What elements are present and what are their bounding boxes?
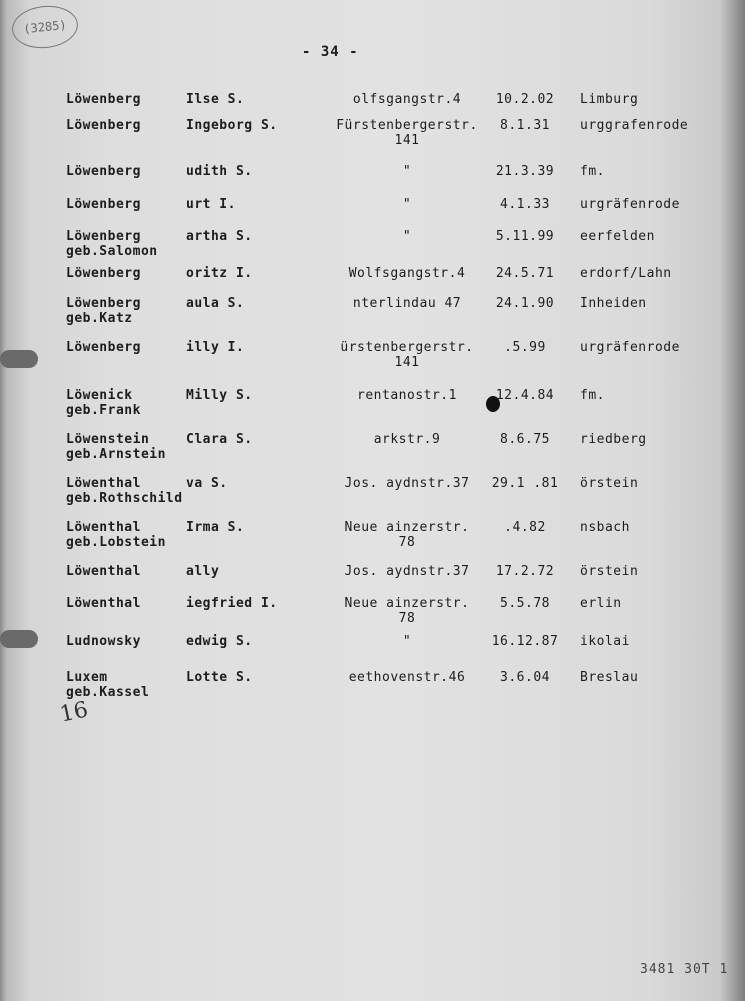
margin-note: 16 [57, 697, 91, 728]
birth-name-text: geb.Kassel [66, 685, 150, 700]
first-name-text: va S. [186, 476, 228, 491]
place-text: urgräfenrode [580, 340, 680, 355]
surname-text: Löwenthal [66, 476, 141, 491]
first-name-cell [186, 296, 244, 311]
place-text: örstein [580, 564, 639, 579]
place-text: eerfelden [580, 229, 655, 244]
birth-date-cell [490, 266, 560, 281]
address-cell [324, 229, 490, 244]
birth-date-cell [490, 118, 560, 133]
surname-cell [66, 92, 141, 107]
first-name-text: illy I. [186, 340, 245, 355]
date-text: 8.6.75 [500, 432, 550, 447]
address-cell [324, 197, 490, 212]
surname-text: Löwenberg [66, 229, 141, 244]
address-text: rentanostr.1 [357, 388, 457, 403]
surname-cell [66, 670, 149, 700]
first-name-text: urt I. [186, 197, 236, 212]
first-name-text: ally [186, 564, 220, 579]
address-text: Wolfsgangstr.4 [348, 266, 466, 281]
surname-text: Löwenthal [66, 596, 141, 611]
address-cell [324, 520, 490, 550]
address-cell [324, 296, 490, 311]
table-row [0, 596, 745, 636]
place-text: fm. [580, 164, 605, 179]
first-name-cell [186, 197, 236, 212]
date-text: .4.82 [504, 520, 546, 535]
surname-text: Löwenberg [66, 118, 141, 133]
birth-date-cell [490, 476, 560, 491]
table-row [0, 340, 745, 380]
birth-place-cell [580, 340, 680, 355]
surname-cell [66, 118, 141, 133]
place-text: urgräfenrode [580, 197, 680, 212]
birth-date-cell [490, 340, 560, 355]
date-text: 24.1.90 [495, 296, 555, 311]
date-text: 4.1.33 [500, 197, 550, 212]
surname-text: Löwenberg [66, 266, 141, 281]
address-text: nterlindau 47 [352, 296, 462, 311]
birth-place-cell [580, 92, 638, 107]
first-name-cell [186, 266, 253, 281]
address-text: Fürstenbergerstr. [336, 118, 478, 133]
first-name-cell [186, 118, 278, 133]
address-text: eethovenstr.46 [348, 670, 466, 685]
birth-place-cell [580, 564, 638, 579]
address-cell [324, 340, 490, 370]
table-row [0, 670, 745, 710]
first-name-cell [186, 670, 253, 685]
address-cell [324, 634, 490, 649]
address2-text: 141 [394, 355, 420, 370]
birth-place-cell [580, 432, 647, 447]
first-name-cell [186, 229, 253, 244]
date-text: 24.5.71 [495, 266, 555, 281]
table-row [0, 118, 745, 158]
address-cell [324, 266, 490, 281]
first-name-text: Clara S. [186, 432, 253, 447]
address2-text: 78 [398, 611, 416, 626]
birth-date-cell [490, 296, 560, 311]
place-text: Limburg [580, 92, 639, 107]
birth-name-text: geb.Katz [66, 311, 133, 326]
surname-cell [66, 520, 166, 550]
address-text: " [402, 164, 412, 179]
address-cell [324, 164, 490, 179]
date-text: 16.12.87 [491, 634, 559, 649]
address2-text: 78 [398, 535, 416, 550]
first-name-text: Milly S. [186, 388, 253, 403]
birth-place-cell [580, 266, 672, 281]
address-cell [324, 92, 490, 107]
address-text: Neue ainzerstr. [344, 596, 470, 611]
footer-stamp: 3481 30T 1 [640, 962, 729, 977]
first-name-cell [186, 564, 219, 579]
first-name-text: udith S. [186, 164, 253, 179]
birth-name-text: geb.Salomon [66, 244, 158, 259]
address-text: Jos. aydnstr.37 [344, 476, 470, 491]
date-text: .5.99 [504, 340, 546, 355]
surname-text: Löwenberg [66, 296, 141, 311]
surname-cell [66, 229, 158, 259]
surname-text: Ludnowsky [66, 634, 141, 649]
place-text: erdorf/Lahn [580, 266, 672, 281]
surname-cell [66, 476, 183, 506]
first-name-cell [186, 164, 253, 179]
first-name-cell [186, 596, 278, 611]
address-text: " [402, 634, 412, 649]
first-name-cell [186, 476, 228, 491]
date-text: 5.11.99 [495, 229, 555, 244]
table-row [0, 432, 745, 472]
address-cell [324, 476, 490, 491]
birth-place-cell [580, 296, 647, 311]
birth-date-cell [490, 432, 560, 447]
place-text: Inheiden [580, 296, 647, 311]
birth-name-text: geb.Lobstein [66, 535, 166, 550]
birth-date-cell [490, 229, 560, 244]
birth-date-cell [490, 92, 560, 107]
birth-date-cell [490, 634, 560, 649]
surname-text: Löwenthal [66, 520, 141, 535]
birth-name-text: geb.Frank [66, 403, 141, 418]
birth-place-cell [580, 596, 622, 611]
first-name-text: Ilse S. [186, 92, 245, 107]
address-cell [324, 388, 490, 403]
birth-place-cell [580, 670, 638, 685]
first-name-cell [186, 432, 253, 447]
date-text: 17.2.72 [495, 564, 555, 579]
first-name-text: iegfried I. [186, 596, 278, 611]
first-name-cell [186, 340, 244, 355]
file-number-stamp: (3285) [10, 3, 80, 52]
address-cell [324, 596, 490, 626]
birth-place-cell [580, 476, 638, 491]
first-name-text: Irma S. [186, 520, 245, 535]
address2-text: 141 [394, 133, 420, 148]
surname-text: Löwenberg [66, 92, 141, 107]
surname-text: Löwenberg [66, 197, 141, 212]
surname-cell [66, 266, 141, 281]
birth-date-cell [490, 388, 560, 403]
table-row [0, 388, 745, 428]
address-cell [324, 670, 490, 685]
place-text: erlin [580, 596, 622, 611]
surname-cell [66, 340, 141, 355]
date-text: 5.5.78 [500, 596, 550, 611]
surname-text: Löwenick [66, 388, 133, 403]
first-name-text: edwig S. [186, 634, 253, 649]
address-text: Jos. aydnstr.37 [344, 564, 470, 579]
date-text: 21.3.39 [495, 164, 555, 179]
table-row [0, 476, 745, 516]
place-text: urggrafenrode [580, 118, 689, 133]
first-name-text: oritz I. [186, 266, 253, 281]
birth-date-cell [490, 596, 560, 611]
date-text: 3.6.04 [500, 670, 550, 685]
first-name-text: aula S. [186, 296, 245, 311]
birth-date-cell [490, 164, 560, 179]
surname-text: Luxem [66, 670, 108, 685]
birth-date-cell [490, 197, 560, 212]
date-text: 10.2.02 [495, 92, 555, 107]
address-text: ürstenbergerstr. [340, 340, 474, 355]
surname-cell [66, 564, 141, 579]
date-text: 29.1 .81 [491, 476, 559, 491]
place-text: Breslau [580, 670, 639, 685]
birth-place-cell [580, 229, 655, 244]
first-name-text: artha S. [186, 229, 253, 244]
surname-text: Löwenberg [66, 164, 141, 179]
table-row [0, 520, 745, 560]
first-name-cell [186, 92, 244, 107]
first-name-cell [186, 520, 244, 535]
surname-text: Löwenberg [66, 340, 141, 355]
birth-place-cell [580, 388, 605, 403]
date-text: 12.4.84 [495, 388, 555, 403]
first-name-text: Ingeborg S. [186, 118, 278, 133]
surname-cell [66, 432, 166, 462]
birth-date-cell [490, 520, 560, 535]
birth-date-cell [490, 670, 560, 685]
surname-cell [66, 197, 141, 212]
place-text: nsbach [580, 520, 630, 535]
place-text: örstein [580, 476, 639, 491]
surname-cell [66, 164, 141, 179]
address-cell [324, 118, 490, 148]
birth-place-cell [580, 197, 680, 212]
first-name-cell [186, 388, 253, 403]
address-cell [324, 564, 490, 579]
address-text: Neue ainzerstr. [344, 520, 470, 535]
surname-cell [66, 388, 141, 418]
place-text: riedberg [580, 432, 647, 447]
birth-place-cell [580, 634, 630, 649]
address-text: olfsgangstr.4 [352, 92, 462, 107]
birth-place-cell [580, 118, 688, 133]
surname-cell [66, 296, 141, 326]
surname-text: Löwenthal [66, 564, 141, 579]
surname-text: Löwenstein [66, 432, 150, 447]
first-name-text: Lotte S. [186, 670, 253, 685]
birth-place-cell [580, 164, 605, 179]
place-text: ikolai [580, 634, 630, 649]
address-cell [324, 432, 490, 447]
address-text: " [402, 197, 412, 212]
table-row [0, 296, 745, 336]
address-text: " [402, 229, 412, 244]
birth-name-text: geb.Arnstein [66, 447, 166, 462]
birth-date-cell [490, 564, 560, 579]
table-row [0, 634, 745, 674]
place-text: fm. [580, 388, 605, 403]
surname-cell [66, 596, 141, 611]
address-text: arkstr.9 [373, 432, 441, 447]
birth-name-text: geb.Rothschild [66, 491, 183, 506]
surname-cell [66, 634, 141, 649]
first-name-cell [186, 634, 253, 649]
table-row [0, 229, 745, 269]
birth-place-cell [580, 520, 630, 535]
page-number: - 34 - [302, 44, 359, 60]
date-text: 8.1.31 [500, 118, 550, 133]
